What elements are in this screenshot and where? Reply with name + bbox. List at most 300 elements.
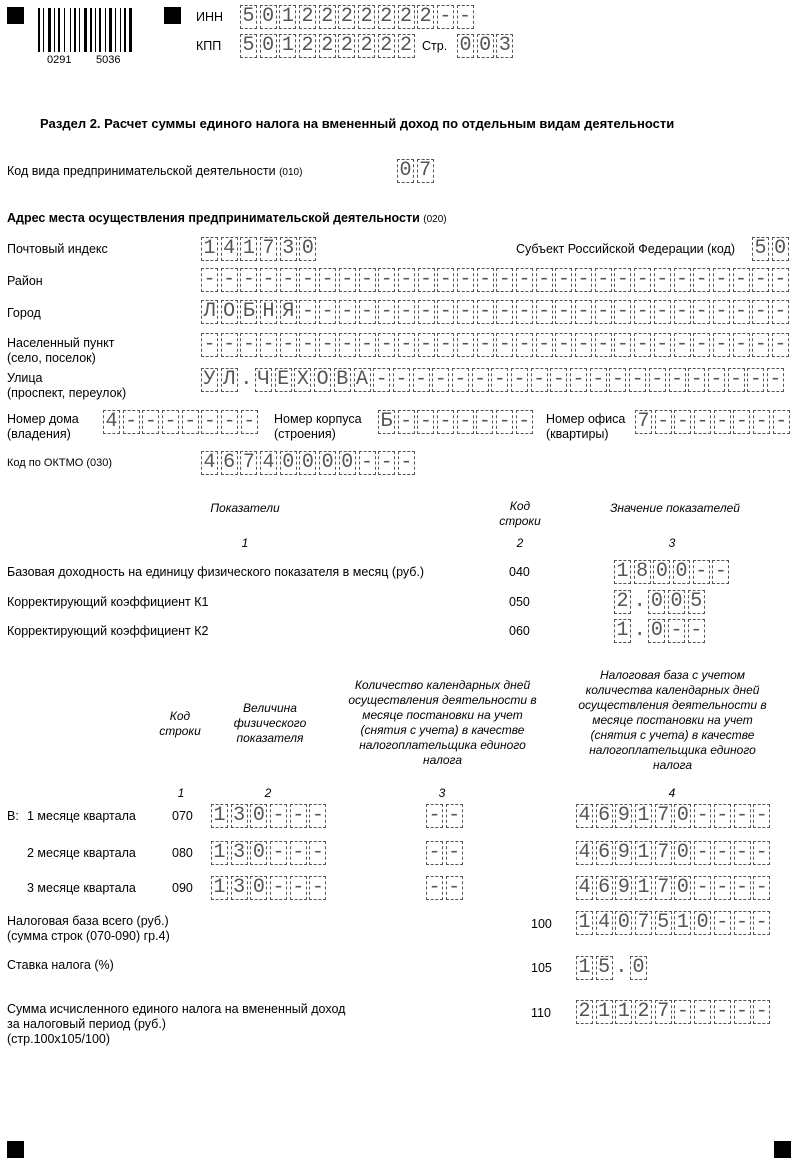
barcode-bar	[70, 8, 71, 52]
building-cell: -	[457, 410, 474, 434]
corner-marker-top-center	[164, 7, 181, 24]
monthly-base-line3: осуществления деятельности в	[578, 698, 767, 712]
kpp-cell: 1	[279, 34, 296, 58]
monthly-base-line1: Налоговая база с учетом	[600, 668, 745, 682]
house-cell: 4	[103, 410, 120, 434]
city-cell: -	[516, 300, 533, 324]
monthly-value-cells-070-cell: -	[309, 804, 326, 828]
barcode-bar	[124, 8, 126, 52]
district-label: Район	[7, 274, 43, 288]
monthly-base-cells-070-cell: 0	[674, 804, 691, 828]
city-cell: -	[733, 300, 750, 324]
settlement-cell: -	[693, 333, 710, 357]
monthly-base-cells-090-cell: 6	[596, 876, 613, 900]
monthly-days-cells-090	[426, 876, 465, 900]
office-cell: -	[714, 410, 731, 434]
city-cell: Н	[260, 300, 277, 324]
oktmo-cell: -	[359, 451, 376, 475]
street-cell: О	[314, 368, 331, 392]
street-cell: -	[649, 368, 666, 392]
settlement-cell: -	[713, 333, 730, 357]
monthly-value-cells-080-cell: -	[290, 841, 307, 865]
monthly-base-line7: налога	[652, 758, 693, 772]
monthly-base-line6: налогоплательщика единого	[589, 743, 756, 757]
district-cell: -	[693, 268, 710, 292]
indicator-cells-050-cell: 2	[614, 590, 631, 614]
total-base-cell: 5	[655, 911, 672, 935]
street-cell: А	[354, 368, 371, 392]
settlement-cells	[201, 333, 792, 357]
office-cell: -	[655, 410, 672, 434]
monthly-value-cells-070-cell: 0	[250, 804, 267, 828]
kpp-cell: 2	[378, 34, 395, 58]
district-cells	[201, 268, 792, 292]
oktmo-label-text: Код по ОКТМО	[7, 457, 84, 469]
monthly-label-080: 2 месяце квартала	[27, 846, 136, 860]
oktmo-cell: 6	[221, 451, 238, 475]
street-label-2: (проспект, переулок)	[7, 386, 127, 400]
monthly-base-cells-070	[576, 804, 773, 828]
building-cell: -	[496, 410, 513, 434]
monthly-code-line2: строки	[159, 724, 201, 738]
page-number-cell: 3	[496, 34, 513, 58]
indicator-cells-040-cell: -	[693, 560, 710, 584]
monthly-value-line2: физического	[233, 716, 307, 730]
inn-cell: 0	[260, 5, 277, 29]
barcode-bar	[109, 8, 112, 52]
tax-label-2: за налоговый период (руб.)	[7, 1017, 166, 1031]
oktmo-cell: 0	[339, 451, 356, 475]
barcode-bar	[129, 8, 132, 52]
monthly-days-cells-090-cell: -	[446, 876, 463, 900]
monthly-days-line5: налогоплательщика единого	[359, 738, 526, 752]
total-base-cell: 1	[576, 911, 593, 935]
address-code: (020)	[423, 214, 447, 225]
monthly-value-header	[215, 701, 325, 746]
indicator-cells-050-cell: 0	[648, 590, 665, 614]
monthly-days-line6: налога	[422, 753, 463, 767]
region-label: Субъект Российской Федерации (код)	[516, 242, 736, 256]
city-cell: -	[614, 300, 631, 324]
indicator-cells-060-cell: 1	[614, 619, 631, 643]
tax-cell: 1	[596, 1000, 613, 1024]
monthly-base-cells-070-cell: 4	[576, 804, 593, 828]
street-cell: -	[432, 368, 449, 392]
district-cell: -	[221, 268, 238, 292]
monthly-num3: 3	[438, 786, 446, 800]
monthly-days-cells-080-cell: -	[426, 841, 443, 865]
street-cell: -	[629, 368, 646, 392]
indicator-cells-040-cell: 0	[673, 560, 690, 584]
postal-cell: 3	[280, 237, 297, 261]
tax-cell: -	[734, 1000, 751, 1024]
indicator-cells-040	[614, 560, 732, 584]
barcode-bar	[74, 8, 76, 52]
street-cell: Ч	[255, 368, 272, 392]
monthly-value-line3: показателя	[236, 731, 304, 745]
monthly-value-cells-090-cell: -	[290, 876, 307, 900]
indicator-cells-040-cell: 0	[653, 560, 670, 584]
street-cell: У	[201, 368, 218, 392]
street-cell: -	[570, 368, 587, 392]
settlement-cell: -	[575, 333, 592, 357]
monthly-num2: 2	[264, 786, 272, 800]
total-base-label-2: (сумма строк (070-090) гр.4)	[7, 929, 170, 943]
barcode-bar	[120, 8, 121, 52]
street-cell: -	[747, 368, 764, 392]
tax-cell: -	[753, 1000, 770, 1024]
district-cell: -	[516, 268, 533, 292]
indicators-num2: 2	[516, 536, 524, 550]
street-cell: В	[334, 368, 351, 392]
oktmo-label	[7, 456, 112, 471]
barcode-number-1: 0291	[47, 54, 72, 66]
monthly-base-cells-090-cell: 7	[655, 876, 672, 900]
monthly-base-cells-070-cell: -	[714, 804, 731, 828]
oktmo-cell: 7	[240, 451, 257, 475]
building-cell: -	[398, 410, 415, 434]
monthly-base-cells-070-cell: 7	[655, 804, 672, 828]
office-label	[546, 412, 625, 442]
office-cell: -	[773, 410, 790, 434]
monthly-days-cells-070	[426, 804, 465, 828]
indicator-cells-060-cell: -	[688, 619, 705, 643]
monthly-value-cells-090-cell: 3	[231, 876, 248, 900]
monthly-base-cells-080-cell: -	[714, 841, 731, 865]
district-cell: -	[437, 268, 454, 292]
city-cell: -	[674, 300, 691, 324]
city-cell: -	[339, 300, 356, 324]
city-cell: -	[299, 300, 316, 324]
district-cell: -	[398, 268, 415, 292]
monthly-days-line1: Количество календарных дней	[354, 678, 531, 692]
settlement-cell: -	[418, 333, 435, 357]
barcode-bar	[95, 8, 96, 52]
page-number-cell: 0	[477, 34, 494, 58]
total-base-cell: -	[734, 911, 751, 935]
monthly-days-line4: (снятия с учета) в качестве	[360, 723, 525, 737]
monthly-prefix: В:	[7, 809, 19, 823]
office-cell: -	[733, 410, 750, 434]
barcode-bar	[115, 8, 116, 52]
monthly-base-cells-080-cell: 9	[615, 841, 632, 865]
indicator-cells-050-cell: 5	[688, 590, 705, 614]
city-cell: -	[319, 300, 336, 324]
kpp-cells	[240, 34, 417, 58]
street-cells	[201, 368, 787, 392]
house-cell: -	[142, 410, 159, 434]
total-base-label-1: Налоговая база всего (руб.)	[7, 914, 169, 928]
tax-cell: 7	[655, 1000, 672, 1024]
monthly-base-line5: (снятия с учета) в качестве	[590, 728, 755, 742]
city-cell: -	[693, 300, 710, 324]
oktmo-cell: 0	[280, 451, 297, 475]
monthly-days-cells-080	[426, 841, 465, 865]
tax-cell: 2	[635, 1000, 652, 1024]
indicators-col2-line1: Код	[509, 499, 531, 513]
district-cell: -	[575, 268, 592, 292]
kpp-cell: 2	[358, 34, 375, 58]
kpp-cell: 2	[338, 34, 355, 58]
tax-cells	[576, 1000, 773, 1024]
indicators-col2-header	[490, 499, 550, 529]
address-heading-text: Адрес места осуществления предпринимательской деятельности	[7, 211, 420, 225]
office-cell: -	[674, 410, 691, 434]
monthly-base-cells-070-cell: 6	[596, 804, 613, 828]
house-cell: -	[182, 410, 199, 434]
postal-cell: 1	[201, 237, 218, 261]
monthly-base-cells-090-cell: 0	[674, 876, 691, 900]
region-cell: 5	[752, 237, 769, 261]
section-title: Раздел 2. Расчет суммы единого налога на вмененный доход по отдельным видам деятельности	[40, 116, 675, 131]
district-cell: -	[260, 268, 277, 292]
total-base-cell: 0	[615, 911, 632, 935]
building-label	[274, 412, 362, 442]
street-cell: -	[609, 368, 626, 392]
monthly-value-cells-070-cell: 1	[211, 804, 228, 828]
page-number-cell: 0	[457, 34, 474, 58]
monthly-base-line4: месяце постановки на учет	[592, 713, 753, 727]
monthly-days-line3: месяце постановки на учет	[362, 708, 523, 722]
indicator-code-050: 050	[509, 595, 530, 609]
kpp-cell: 5	[240, 34, 257, 58]
monthly-base-cells-090-cell: -	[694, 876, 711, 900]
inn-cell: 2	[319, 5, 336, 29]
settlement-cell: -	[595, 333, 612, 357]
settlement-cell: -	[260, 333, 277, 357]
street-cell: -	[531, 368, 548, 392]
tax-cell: 1	[615, 1000, 632, 1024]
settlement-cell: -	[772, 333, 789, 357]
monthly-label-070: 1 месяце квартала	[27, 809, 136, 823]
monthly-code-070: 070	[172, 809, 193, 823]
house-label	[7, 412, 79, 442]
city-cell: -	[772, 300, 789, 324]
house-cell: -	[123, 410, 140, 434]
tax-cell: 2	[576, 1000, 593, 1024]
monthly-base-line2: количества календарных дней	[585, 683, 760, 697]
barcode-bar	[38, 8, 40, 52]
kpp-cell: 2	[319, 34, 336, 58]
barcode-bar	[79, 8, 80, 52]
inn-cell: -	[437, 5, 454, 29]
street-cell: -	[491, 368, 508, 392]
monthly-code-line1: Код	[169, 709, 191, 723]
settlement-cell: -	[477, 333, 494, 357]
city-cell: -	[752, 300, 769, 324]
monthly-days-line2: осуществления деятельности в	[348, 693, 537, 707]
city-cell: -	[536, 300, 553, 324]
settlement-cell: -	[299, 333, 316, 357]
settlement-cell: -	[280, 333, 297, 357]
oktmo-cell: 0	[299, 451, 316, 475]
rate-code: 105	[531, 961, 552, 975]
barcode-bar	[105, 8, 106, 52]
monthly-value-line1: Величина	[243, 701, 297, 715]
total-base-cell: 0	[694, 911, 711, 935]
office-cells	[635, 410, 793, 434]
office-cell: -	[753, 410, 770, 434]
inn-cell: 5	[240, 5, 257, 29]
monthly-base-cells-080-cell: 4	[576, 841, 593, 865]
settlement-cell: -	[359, 333, 376, 357]
settlement-cell: -	[634, 333, 651, 357]
settlement-cell: -	[339, 333, 356, 357]
house-cell: -	[241, 410, 258, 434]
activity-label-text: Код вида предпринимательской деятельности	[7, 164, 276, 178]
oktmo-cells	[201, 451, 418, 475]
monthly-value-cells-090-cell: -	[309, 876, 326, 900]
monthly-value-cells-080-cell: -	[270, 841, 287, 865]
city-cell: Б	[240, 300, 257, 324]
settlement-cell: -	[398, 333, 415, 357]
settlement-cell: -	[516, 333, 533, 357]
district-cell: -	[319, 268, 336, 292]
total-base-code: 100	[531, 917, 552, 931]
inn-cells	[240, 5, 476, 29]
district-cell: -	[418, 268, 435, 292]
kpp-cell: 0	[260, 34, 277, 58]
inn-cell: 2	[338, 5, 355, 29]
oktmo-code: (030)	[86, 457, 113, 469]
monthly-code-090: 090	[172, 881, 193, 895]
building-cells	[378, 410, 536, 434]
indicator-cells-050-cell: 0	[668, 590, 685, 614]
inn-label: ИНН	[196, 10, 224, 24]
settlement-cell: -	[240, 333, 257, 357]
monthly-base-cells-080	[576, 841, 773, 865]
city-cell: -	[575, 300, 592, 324]
street-cell: .	[240, 368, 253, 391]
monthly-num1: 1	[177, 786, 185, 800]
city-cell: -	[398, 300, 415, 324]
settlement-cell: -	[614, 333, 631, 357]
street-cell: -	[728, 368, 745, 392]
street-cell: -	[590, 368, 607, 392]
rate-label: Ставка налога (%)	[7, 958, 114, 972]
total-base-cell: 7	[635, 911, 652, 935]
building-label-2: (строения)	[274, 427, 336, 441]
monthly-value-cells-090-cell: -	[270, 876, 287, 900]
postal-cell: 7	[260, 237, 277, 261]
barcode-bar	[99, 8, 101, 52]
monthly-base-cells-090	[576, 876, 773, 900]
monthly-base-cells-070-cell: 1	[635, 804, 652, 828]
indicator-cells-050-cell: .	[633, 590, 646, 613]
indicator-cells-060	[614, 619, 707, 643]
kpp-cell: 2	[299, 34, 316, 58]
monthly-value-cells-080-cell: 1	[211, 841, 228, 865]
tax-cell: -	[694, 1000, 711, 1024]
oktmo-cell: 4	[260, 451, 277, 475]
rate-cells	[576, 956, 650, 980]
house-cells	[103, 410, 261, 434]
settlement-cell: -	[733, 333, 750, 357]
district-cell: -	[674, 268, 691, 292]
barcode-number-2: 5036	[96, 54, 121, 66]
city-cell: -	[555, 300, 572, 324]
monthly-base-cells-080-cell: 6	[596, 841, 613, 865]
page-number-cells	[457, 34, 516, 58]
monthly-base-cells-090-cell: -	[714, 876, 731, 900]
city-cell: О	[221, 300, 238, 324]
inn-cell: 2	[299, 5, 316, 29]
indicator-cells-060-cell: -	[668, 619, 685, 643]
barcode-bar	[43, 8, 44, 52]
indicator-cells-050	[614, 590, 707, 614]
building-label-1: Номер корпуса	[274, 412, 362, 426]
monthly-base-cells-080-cell: -	[694, 841, 711, 865]
city-cell: -	[477, 300, 494, 324]
district-cell: -	[733, 268, 750, 292]
postal-cells	[201, 237, 319, 261]
monthly-base-cells-070-cell: -	[753, 804, 770, 828]
inn-cell: 2	[378, 5, 395, 29]
street-cell: -	[688, 368, 705, 392]
monthly-value-cells-070-cell: 3	[231, 804, 248, 828]
oktmo-cell: -	[398, 451, 415, 475]
indicator-cells-040-cell: 8	[634, 560, 651, 584]
city-cell: -	[654, 300, 671, 324]
indicator-cells-040-cell: -	[712, 560, 729, 584]
monthly-base-cells-090-cell: -	[734, 876, 751, 900]
settlement-cell: -	[201, 333, 218, 357]
settlement-cell: -	[437, 333, 454, 357]
building-cell: -	[516, 410, 533, 434]
monthly-base-cells-080-cell: 0	[674, 841, 691, 865]
monthly-base-cells-070-cell: 9	[615, 804, 632, 828]
monthly-base-cells-080-cell: -	[734, 841, 751, 865]
tax-label-1: Сумма исчисленного единого налога на вмененный доход	[7, 1002, 346, 1016]
district-cell: -	[240, 268, 257, 292]
city-cell: Я	[280, 300, 297, 324]
total-base-cell: 4	[596, 911, 613, 935]
indicator-label-050: Корректирующий коэффициент К1	[7, 595, 209, 609]
settlement-cell: -	[654, 333, 671, 357]
monthly-days-cells-080-cell: -	[446, 841, 463, 865]
city-cell: -	[496, 300, 513, 324]
settlement-label-1: Населенный пункт	[7, 336, 115, 350]
activity-code: (010)	[279, 167, 303, 178]
postal-cell: 1	[240, 237, 257, 261]
building-cell: -	[476, 410, 493, 434]
inn-cell: 1	[279, 5, 296, 29]
city-cell: Л	[201, 300, 218, 324]
street-cell: Х	[294, 368, 311, 392]
building-cell: -	[437, 410, 454, 434]
city-cells	[201, 300, 792, 324]
monthly-days-cells-090-cell: -	[426, 876, 443, 900]
street-cell: -	[452, 368, 469, 392]
indicator-label-040: Базовая доходность на единицу физического показателя в месяц (руб.)	[7, 565, 425, 579]
street-cell: Е	[275, 368, 292, 392]
settlement-cell: -	[457, 333, 474, 357]
office-cell: 7	[635, 410, 652, 434]
corner-marker-bottom-right	[774, 1141, 791, 1158]
monthly-num4: 4	[668, 786, 676, 800]
corner-marker-top-left	[7, 7, 24, 24]
kpp-cell: 2	[398, 34, 415, 58]
barcode-bar	[90, 8, 92, 52]
oktmo-cell: -	[378, 451, 395, 475]
inn-cell: 2	[417, 5, 434, 29]
postal-cell: 4	[221, 237, 238, 261]
corner-marker-bottom-left	[7, 1141, 24, 1158]
city-label: Город	[7, 306, 41, 320]
district-cell: -	[555, 268, 572, 292]
house-label-2: (владения)	[7, 427, 71, 441]
district-cell: -	[772, 268, 789, 292]
